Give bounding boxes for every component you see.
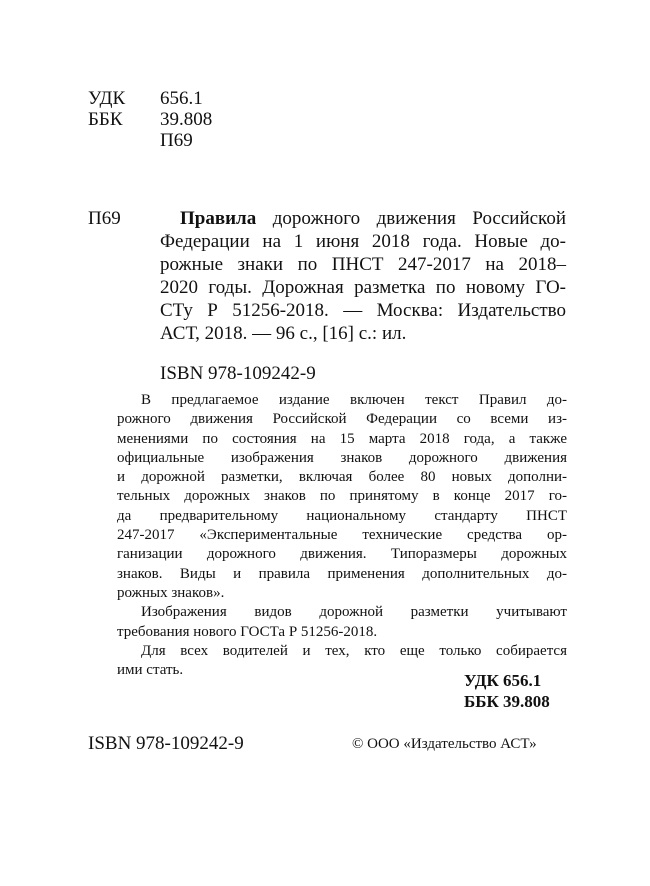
annotation-line: ганизации дорожного движения. Типоразмеры дорожных bbox=[117, 546, 567, 563]
udk-bold: УДК 656.1 bbox=[464, 671, 542, 690]
annotation-line: да предварительному национальному стандарту ПНСТ bbox=[117, 507, 567, 524]
udk-label: УДК bbox=[88, 88, 126, 109]
header-classification-codes bbox=[88, 88, 212, 151]
bbk-label: ББК bbox=[88, 109, 123, 130]
entry-line: Федерации на 1 июня 2018 года. Новые до- bbox=[160, 231, 566, 252]
copyright-notice: © ООО «Издательство АСТ» bbox=[352, 736, 537, 752]
annotation-line: 247-2017 «Экспериментальные технические средства ор- bbox=[117, 527, 567, 544]
annotation-line: и дорожной разметки, включая более 80 новых дополни- bbox=[117, 469, 567, 486]
annotation-line: В предлагаемое издание включен текст Правил до- bbox=[141, 392, 567, 408]
annotation-line: требования нового ГОСТа Р 51256-2018. bbox=[117, 623, 378, 640]
bbk-value: 39.808 bbox=[160, 109, 213, 130]
author-mark: П69 bbox=[160, 130, 193, 151]
annotation-line: менениями по состояния на 15 марта 2018 года, а также bbox=[117, 430, 567, 447]
annotation-line: рожных знаков». bbox=[117, 584, 225, 601]
classification-bold bbox=[464, 670, 550, 712]
isbn-top: ISBN 978-109242-9 bbox=[160, 363, 316, 384]
entry-line: Правила дорожного движения Российской bbox=[180, 208, 566, 229]
entry-code: П69 bbox=[88, 208, 121, 229]
annotation-line: рожного движения Российской Федерации со всеми из- bbox=[117, 411, 567, 428]
annotation-line: Для всех водителей и тех, кто еще только собирается bbox=[141, 642, 567, 659]
annotation-line: официальные изображения знаков дорожного движения bbox=[117, 449, 567, 466]
entry-line: рожные знаки по ПНСТ 247-2017 на 2018– bbox=[160, 254, 566, 275]
isbn-bottom: ISBN 978-109242-9 bbox=[88, 733, 244, 754]
bbk-row bbox=[88, 109, 212, 130]
author-mark-row bbox=[88, 130, 212, 151]
entry-line: СТу Р 51256-2018. — Москва: Издательство bbox=[160, 300, 566, 321]
bbk-bold: ББК 39.808 bbox=[464, 692, 550, 711]
entry-line: АСТ, 2018. — 96 с., [16] с.: ил. bbox=[160, 323, 407, 344]
udk-row bbox=[88, 88, 212, 109]
annotation-line: ими стать. bbox=[117, 662, 184, 679]
udk-value: 656.1 bbox=[160, 88, 203, 109]
entry-line: 2020 годы. Дорожная разметка по новому ГО- bbox=[160, 277, 566, 298]
entry-title-bold: Правила bbox=[180, 208, 257, 229]
annotation bbox=[117, 391, 567, 680]
annotation-line: Изображения видов дорожной разметки учитывают bbox=[141, 604, 567, 621]
entry-body bbox=[160, 207, 566, 345]
annotation-line: знаков. Виды и правила применения дополнительных до- bbox=[117, 565, 567, 582]
annotation-line: тельных дорожных знаков по принятому в конце 2017 го- bbox=[117, 488, 567, 505]
